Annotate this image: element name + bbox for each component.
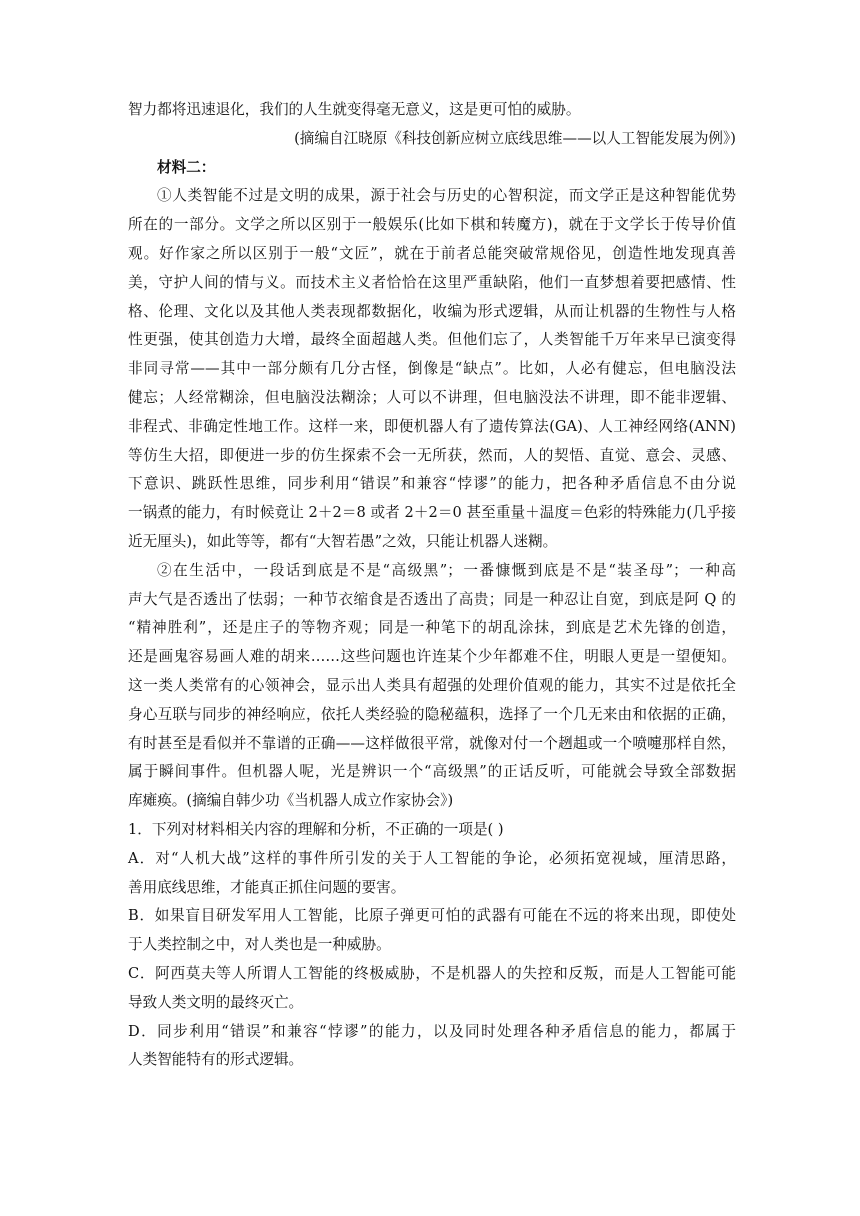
text-line: 性更强，使其创造力大增，最终全面超越人类。但他们忘了，人类智能千万年来早已演变得 [128, 331, 736, 349]
text-line: 非同寻常——其中一部分颇有几分古怪，倒像是“缺点”。比如，人必有健忘，但电脑没法 [128, 360, 736, 378]
text-line: 有时甚至是看似并不靠谱的正确——这样做很平常，就像对付一个趔趄或一个喷嚏那样自然， [128, 734, 736, 752]
text-line: 身心互联与同步的神经响应，依托人类经验的隐秘蕴积，选择了一个几无来由和依据的正确， [128, 705, 736, 723]
text-line: 健忘；人经常糊涂，但电脑没法糊涂；人可以不讲理，但电脑没法不讲理，即不能非逻辑、 [128, 388, 736, 406]
option-b [128, 906, 736, 955]
text-line: 格、伦理、文化以及其他人类表现都数据化，收编为形式逻辑，从而让机器的生物性与人格 [128, 302, 736, 320]
text-line: 库瘫痪。(摘编自韩少功《当机器人成立作家协会》) [128, 792, 454, 810]
option-line: D．同步利用“错误”和兼容“悖谬”的能力，以及同时处理各种矛盾信息的能力，都属于 [128, 1022, 736, 1040]
text-line: 非程式、非确定性地工作。这样一来，即便机器人有了遗传算法(GA)、人工神经网络(ANN) [128, 417, 736, 435]
text-line: 等仿生大招，即便进一步的仿生探索不会一无所获，然而，人的契悟、直觉、意会、灵感、 [128, 446, 736, 464]
material2-heading: 材料二： [157, 158, 216, 176]
document-page [128, 100, 736, 1079]
text-line: ②在生活中，一段话到底是不是“高级黑”；一番慷慨到底是不是“装圣母”；一种高 [157, 561, 736, 579]
question-stem: 1．下列对材料相关内容的理解和分析，不正确的一项是( ) [128, 820, 504, 838]
text-line: 还是画鬼容易画人难的胡来……这些问题也许连某个少年都难不住，明眼人更是一望便知。 [128, 648, 736, 666]
option-line: A．对“人机大战”这样的事件所引发的关于人工智能的争论，必须拓宽视域，厘清思路， [128, 849, 736, 867]
text-line: ①人类智能不过是文明的成果，源于社会与历史的心智积淀，而文学正是这种智能优势 [157, 187, 736, 205]
text-line: 声大气是否透出了怯弱；一种节衣缩食是否透出了高贵；同是一种忍让自宽，到底是阿 Q 的 [128, 590, 736, 608]
material1-tail: 智力都将迅速退化，我们的人生就变得毫无意义，这是更可怕的威胁。 [128, 101, 581, 118]
option-d [128, 1022, 736, 1071]
text-line: 观。好作家之所以区别于一般“文匠”，就在于前者总能突破常规俗见，创造性地发现真善 [128, 244, 736, 262]
option-line: 于人类控制之中，对人类也是一种威胁。 [128, 936, 391, 954]
material2-paragraph-1 [128, 186, 736, 552]
option-a [128, 849, 736, 898]
text-line: 属于瞬间事件。但机器人呢，光是辨识一个“高级黑”的正话反听，可能就会导致全部数据 [128, 763, 736, 781]
text-line: 美，守护人间的情与义。而技术主义者恰恰在这里严重缺陷，他们一直梦想着要把感情、性 [128, 273, 736, 291]
option-line: 导致人类文明的最终灭亡。 [128, 993, 304, 1011]
text-line: 一锅煮的能力，有时候竟让 2＋2＝8 或者 2＋2＝0 甚至重量＋温度＝色彩的特殊能力(几乎接 [128, 504, 736, 522]
option-line: B．如果盲目研发军用人工智能，比原子弹更可怕的武器有可能在不远的将来出现，即使处 [128, 907, 736, 925]
option-c [128, 964, 736, 1013]
text-line: 这一类人类常有的心领神会，显示出人类具有超强的处理价值观的能力，其实不过是依托全 [128, 676, 736, 694]
material2-paragraph-2 [128, 561, 736, 811]
option-line: 人类智能特有的形式逻辑。 [128, 1051, 304, 1069]
text-line: 所在的一部分。文学之所以区别于一般娱乐(比如下棋和转魔方)，就在于文学长于传导价值 [128, 216, 736, 234]
material1-source: (摘编自江晓原《科技创新应树立底线思维——以人工智能发展为例》) [294, 129, 736, 147]
text-line: 下意识、跳跃性思维，同步利用“错误”和兼容“悖谬”的能力，把各种矛盾信息不由分说 [128, 475, 736, 493]
option-line: C．阿西莫夫等人所谓人工智能的终极威胁，不是机器人的失控和反叛，而是人工智能可能 [128, 964, 736, 982]
text-line: 近无厘头)，如此等等，都有“大智若愚”之效，只能让机器人迷糊。 [128, 532, 558, 550]
text-line: “精神胜利”，还是庄子的等物齐观；同是一种笔下的胡乱涂抹，到底是艺术先锋的创造， [128, 619, 736, 637]
option-line: 善用底线思维，才能真正抓住问题的要害。 [128, 878, 406, 896]
